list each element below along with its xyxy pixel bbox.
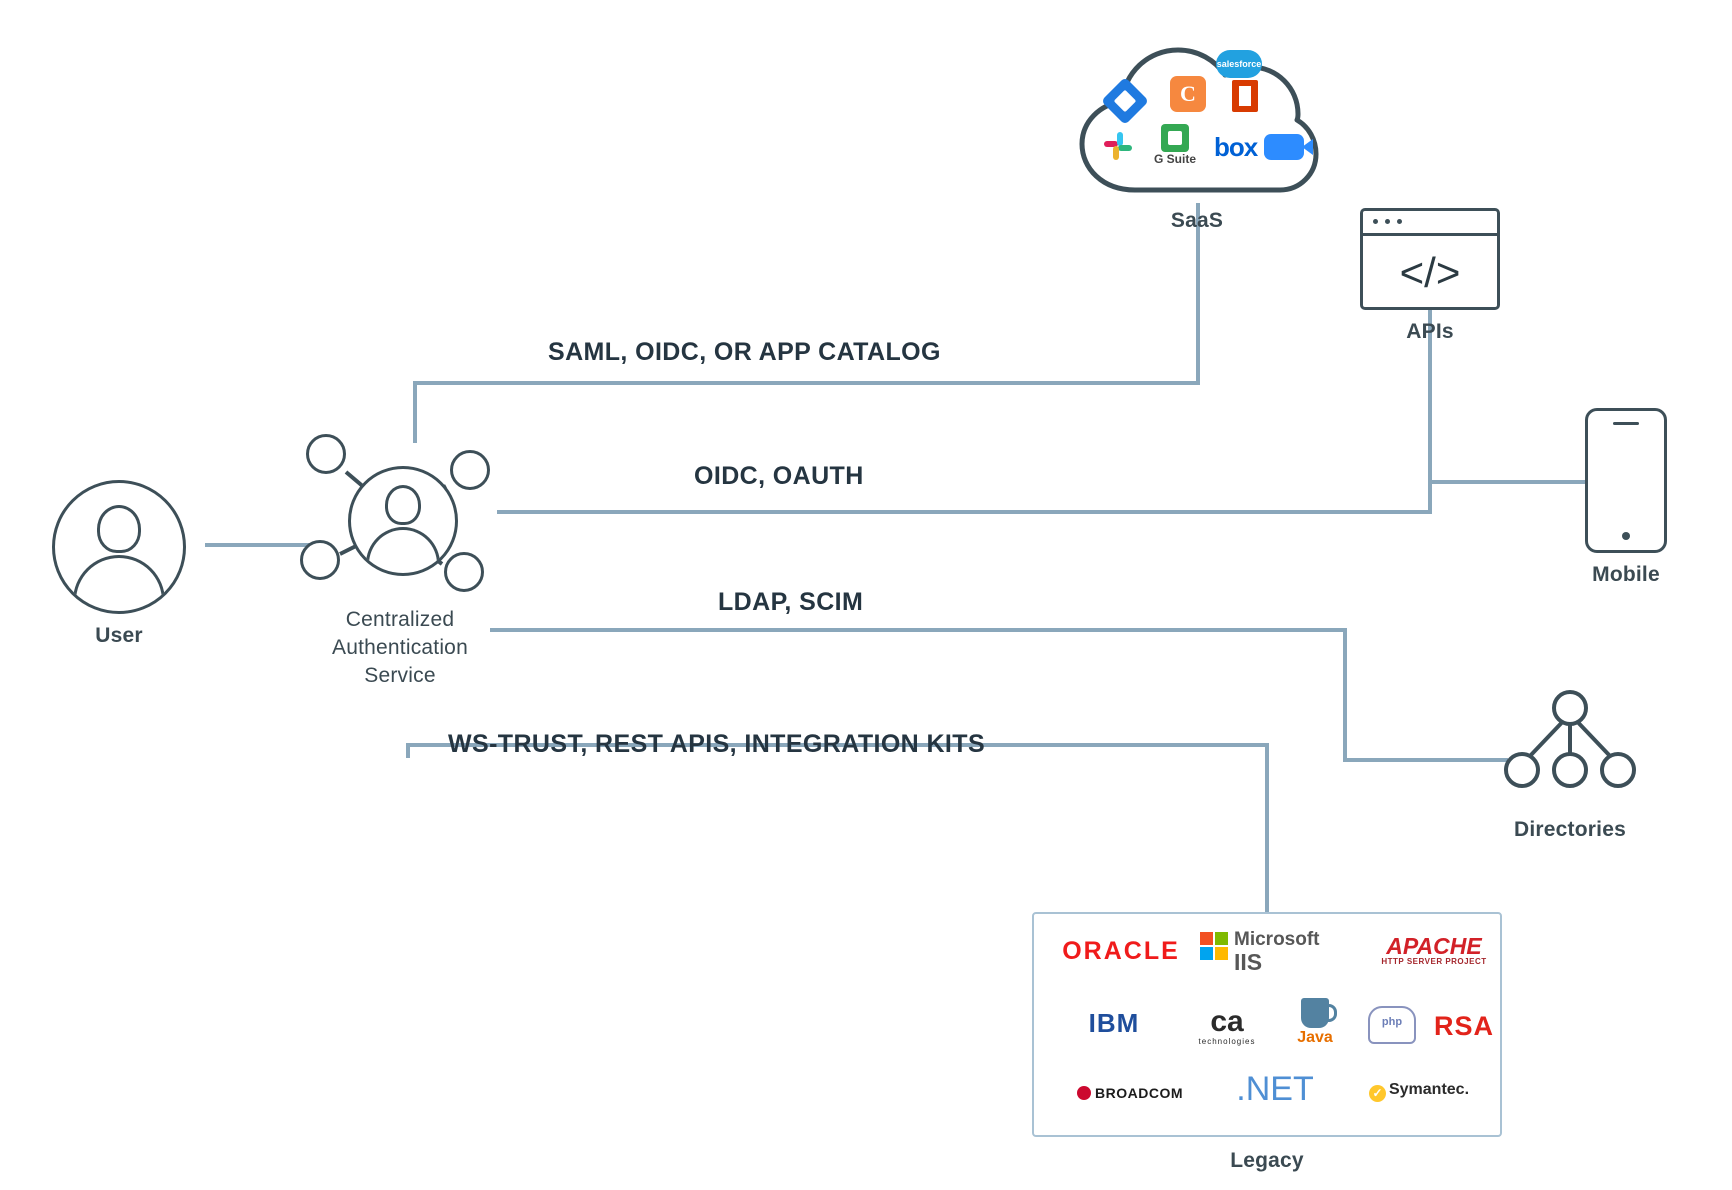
- node-mobile-label: Mobile: [1592, 563, 1660, 586]
- smartphone-icon: [1585, 408, 1667, 553]
- edge-auth-to-saas: [415, 203, 1198, 443]
- dotnet-logo: .NET: [1236, 1070, 1314, 1108]
- avatar-head-shape: [97, 505, 141, 553]
- php-label: php: [1381, 1016, 1403, 1028]
- avatar-head-shape: [385, 485, 421, 525]
- code-window-icon: [1360, 208, 1500, 310]
- node-auth-label-line1: Centralized: [345, 608, 455, 631]
- office365-icon: [1228, 78, 1262, 114]
- tree-hierarchy-icon: [1500, 690, 1640, 805]
- saas-app-icons: [1098, 59, 1298, 176]
- apache-logo: [1370, 934, 1498, 967]
- legacy-apps-box: [1032, 912, 1502, 1137]
- gsuite-icon: [1146, 124, 1204, 168]
- cloud-icon: [1072, 30, 1322, 195]
- broadcom-label: BROADCOM: [1095, 1085, 1183, 1101]
- node-mobile[interactable]: [1585, 408, 1667, 589]
- phone-home-button-icon: [1622, 532, 1630, 540]
- node-apis[interactable]: [1360, 208, 1500, 346]
- box-icon: box: [1214, 132, 1258, 162]
- symantec-check-icon: ✓: [1369, 1085, 1386, 1102]
- java-cup-icon: [1301, 998, 1329, 1028]
- edge-auth-to-mobile: [497, 482, 1585, 512]
- java-label: Java: [1297, 1029, 1333, 1046]
- microsoft-iis-logo: [1234, 930, 1364, 974]
- window-dot-icon: [1373, 219, 1378, 224]
- window-dot-icon: [1397, 219, 1402, 224]
- broadcom-dot-icon: [1077, 1086, 1091, 1100]
- node-auth-label-line2: Authentication: [332, 636, 468, 659]
- edge-auth-to-legacy: [408, 745, 1267, 912]
- broadcom-logo: [1054, 1086, 1206, 1101]
- edge-label-ldap: LDAP, SCIM: [718, 588, 864, 616]
- ca-technologies-logo: [1182, 1006, 1272, 1046]
- rsa-logo: RSA: [1433, 1011, 1494, 1041]
- ibm-logo: IBM: [1088, 1008, 1140, 1038]
- php-logo: [1352, 1006, 1432, 1044]
- avatar-body-shape: [366, 527, 440, 576]
- apache-sublabel: HTTP SERVER PROJECT: [1381, 957, 1487, 967]
- microsoft-label: Microsoft: [1234, 929, 1320, 950]
- node-apis-label: APIs: [1406, 320, 1454, 343]
- symantec-label: Symantec.: [1388, 1081, 1470, 1098]
- microsoft-squares-icon: [1200, 932, 1230, 962]
- node-directories[interactable]: [1500, 690, 1640, 844]
- node-legacy[interactable]: [1032, 912, 1502, 1175]
- slack-icon: [1100, 128, 1136, 164]
- edge-label-legacy: WS-TRUST, REST APIS, INTEGRATION KITS: [448, 730, 986, 758]
- gsuite-label: G Suite: [1153, 152, 1196, 166]
- node-user-label: User: [95, 624, 143, 647]
- edge-label-saas: SAML, OIDC, OR APP CATALOG: [548, 338, 941, 366]
- oracle-logo: ORACLE: [1062, 937, 1180, 965]
- ca-sublabel: technologies: [1198, 1036, 1256, 1046]
- node-directories-label: Directories: [1514, 818, 1626, 841]
- edge-label-oidc: OIDC, OAUTH: [694, 462, 864, 490]
- php-elephant-icon: [1368, 1006, 1416, 1044]
- hub-center-avatar-icon: [348, 466, 458, 576]
- apache-label: APACHE: [1386, 933, 1482, 959]
- user-avatar-icon: [52, 480, 186, 614]
- phone-speaker-shape: [1613, 422, 1639, 425]
- iis-label: IIS: [1234, 948, 1263, 975]
- node-user[interactable]: [52, 480, 186, 650]
- azure-ad-icon: [1101, 77, 1149, 125]
- symantec-logo: [1338, 1082, 1500, 1102]
- ca-label: ca: [1210, 1005, 1244, 1038]
- zoom-video-icon: [1264, 134, 1304, 160]
- window-titlebar: [1363, 211, 1497, 236]
- node-saas-label: SaaS: [1170, 209, 1224, 232]
- window-dot-icon: [1385, 219, 1390, 224]
- node-auth-service[interactable]: [300, 428, 500, 690]
- salesforce-icon: salesforce: [1216, 50, 1262, 78]
- java-logo: [1280, 998, 1350, 1047]
- concur-icon: C: [1170, 76, 1206, 112]
- node-auth-label-line3: Service: [364, 664, 436, 687]
- avatar-body-shape: [73, 555, 165, 614]
- identity-hub-icon: [300, 428, 500, 598]
- node-legacy-label: Legacy: [1230, 1149, 1304, 1172]
- code-glyph: </>: [1399, 249, 1461, 296]
- node-saas[interactable]: [1072, 30, 1322, 235]
